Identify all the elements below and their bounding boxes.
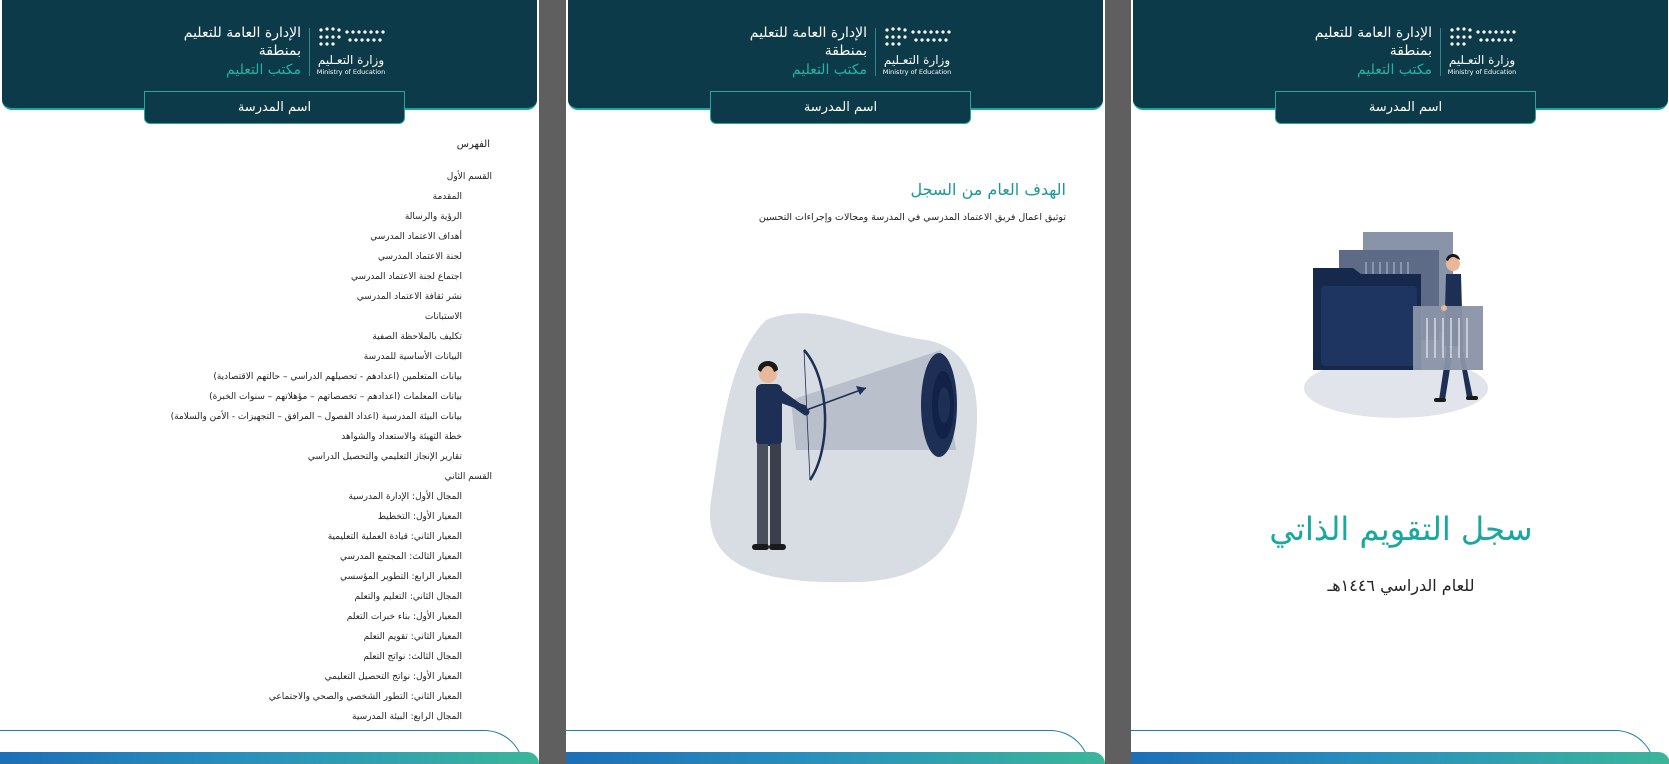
ministry-logo [881, 26, 953, 78]
toc-item: نشر ثقافة الاعتماد المدرسي [356, 292, 462, 302]
toc-item: المعيار الثاني: التطور الشخصي والصحي والاجتماعي [268, 692, 462, 702]
toc-item: المعيار الأول: نواتج التحصيل التعليمي [324, 672, 462, 682]
page-header [1133, 0, 1668, 115]
ministry-dots-icon [1448, 26, 1516, 48]
toc-list [20, 170, 492, 730]
office-title: مكتب التعليم [1357, 62, 1432, 78]
toc-item: تقارير الإنجاز التعليمي والتحصيل الدراسي [307, 452, 462, 462]
ministry-logo [1446, 26, 1518, 78]
logo-divider [1440, 28, 1441, 76]
folders-person-illustration [1301, 230, 1491, 420]
school-name-tab: اسم المدرسة [710, 91, 971, 124]
ministry-name-ar: وزارة التعـليم [317, 53, 385, 67]
toc-item: بيانات المتعلمين (اعدادهم - تحصيلهم الدراسي – حالتهم الاقتصادية) [213, 372, 462, 382]
toc-item: خطة التهيئة والاستعداد والشواهد [341, 432, 462, 442]
toc-item: المجال الثاني: التعليم والتعلم [354, 592, 462, 602]
toc-item: المجال الثالث: نواتج التعلم [363, 652, 462, 662]
logo-divider [309, 28, 310, 76]
ministry-name-en: Ministry of Education [882, 68, 952, 76]
toc-item: المعيار الثالث: المجتمع المدرسي [339, 552, 462, 562]
toc-item: المعيار الثاني: تقويم التعلم [363, 632, 462, 642]
toc-item: بيانات المعلمات (اعدادهم – تخصصاتهم – مؤهلاتهم – سنوات الخبرة) [209, 392, 462, 402]
toc-item: المقدمة [432, 192, 462, 202]
goal-text: توثيق اعمال فريق الاعتماد المدرسي في المدرسة ومجالات وإجراءات التحسين [758, 212, 1066, 223]
office-title: مكتب التعليم [226, 62, 301, 78]
toc-page [0, 0, 539, 764]
office-title: مكتب التعليم [792, 62, 867, 78]
ministry-dots-icon [883, 26, 951, 48]
toc-section: القسم الأول [446, 172, 492, 182]
admin-title: الإدارة العامة للتعليم بمنطقة [1314, 25, 1432, 59]
cover-page [1131, 0, 1669, 764]
toc-item: المعيار الثاني: قيادة العملية التعليمية [327, 532, 462, 542]
goal-page [566, 0, 1105, 764]
toc-item: اجتماع لجنة الاعتماد المدرسي [350, 272, 462, 282]
admin-title: الإدارة العامة للتعليم بمنطقة [183, 25, 301, 59]
ministry-name-ar: وزارة التعـليم [1448, 53, 1516, 67]
toc-item: الرؤية والرسالة [404, 212, 462, 222]
toc-item: تكليف بالملاحظة الصفية [372, 332, 462, 342]
footer-bar [1131, 752, 1669, 764]
toc-item: الاستبانات [424, 312, 462, 322]
ministry-dots-icon [317, 26, 385, 48]
admin-title: الإدارة العامة للتعليم بمنطقة [749, 25, 867, 59]
footer-bar [0, 752, 539, 764]
toc-item: المعيار الأول: بناء خبرات التعلم [346, 612, 462, 622]
school-name-tab: اسم المدرسة [1275, 91, 1536, 124]
toc-item: المعيار الرابع: التطوير المؤسسي [340, 572, 462, 582]
toc-title: الفهرس [456, 139, 490, 150]
toc-item: المجال الرابع: البيئة المدرسية [352, 712, 462, 722]
toc-item: لجنة الاعتماد المدرسي [377, 252, 462, 262]
school-name-tab: اسم المدرسة [144, 91, 405, 124]
page-header [568, 0, 1103, 115]
toc-item: البيانات الأساسية للمدرسة [363, 352, 462, 362]
goal-title: الهدف العام من السجل [910, 180, 1066, 199]
toc-item: المعيار الأول: التخطيط [377, 512, 462, 522]
logo-divider [875, 28, 876, 76]
ministry-logo [315, 26, 387, 78]
toc-item: أهداف الاعتماد المدرسي [370, 232, 462, 242]
toc-section: القسم الثاني [444, 472, 492, 482]
academic-year: للعام الدراسي ١٤٤٦هـ [1327, 576, 1475, 595]
footer-bar [566, 752, 1105, 764]
toc-item: بيانات البيئة المدرسية (اعداد الفصول – المرافق – التجهيزات - الأمن والسلامة) [170, 412, 462, 422]
page-header [2, 0, 537, 115]
toc-item: المجال الأول: الإدارة المدرسية [348, 492, 462, 502]
ministry-name-ar: وزارة التعـليم [883, 53, 951, 67]
cover-title: سجل التقويم الذاتي [1269, 510, 1533, 548]
ministry-name-en: Ministry of Education [1447, 68, 1517, 76]
archer-target-illustration [706, 300, 986, 590]
ministry-name-en: Ministry of Education [316, 68, 386, 76]
